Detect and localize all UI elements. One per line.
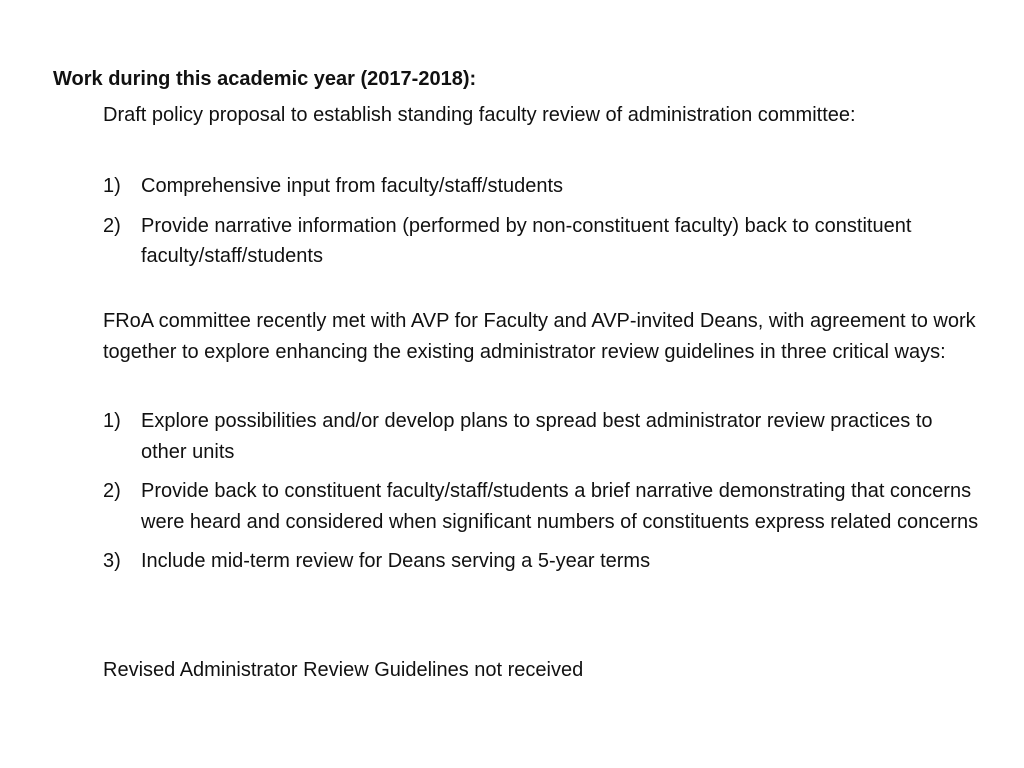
intro-paragraph: Draft policy proposal to establish standing faculty review of administration committee: (103, 104, 856, 126)
closing-paragraph: Revised Administrator Review Guidelines not received (103, 659, 584, 681)
list-item-number: 1) (103, 175, 121, 197)
list-item-text: Include mid-term review for Deans serving a 5-year terms (141, 550, 651, 572)
list-item-text: Explore possibilities and/or develop plans to spread best administrator review practices to other units (141, 410, 933, 463)
list-item-text: Provide narrative information (performed by non-constituent faculty) back to constituent faculty/staff/students (141, 214, 912, 267)
list-item (103, 546, 983, 577)
froa-paragraph: FRoA committee recently met with AVP for Faculty and AVP-invited Deans, with agreement to work together to explore enhancing the existing administrator review guidelines in three critical ways: (103, 310, 976, 363)
list-item (103, 476, 983, 537)
slide-heading: Work during this academic year (2017-2018): (53, 68, 477, 90)
ways-list (103, 406, 983, 586)
list-item-number: 3) (103, 550, 121, 572)
list-item (103, 211, 983, 272)
list-item-number: 2) (103, 480, 121, 502)
list-item-text: Comprehensive input from faculty/staff/students (141, 175, 564, 197)
input-list (103, 171, 983, 281)
list-item-number: 2) (103, 214, 121, 237)
list-item-number: 1) (103, 410, 121, 432)
list-item (103, 171, 983, 202)
list-item (103, 406, 983, 467)
list-item-text: Provide back to constituent faculty/staff/students a brief narrative demonstrating that concerns were heard and considered when significant numbers of constituents express related concerns (141, 480, 979, 533)
